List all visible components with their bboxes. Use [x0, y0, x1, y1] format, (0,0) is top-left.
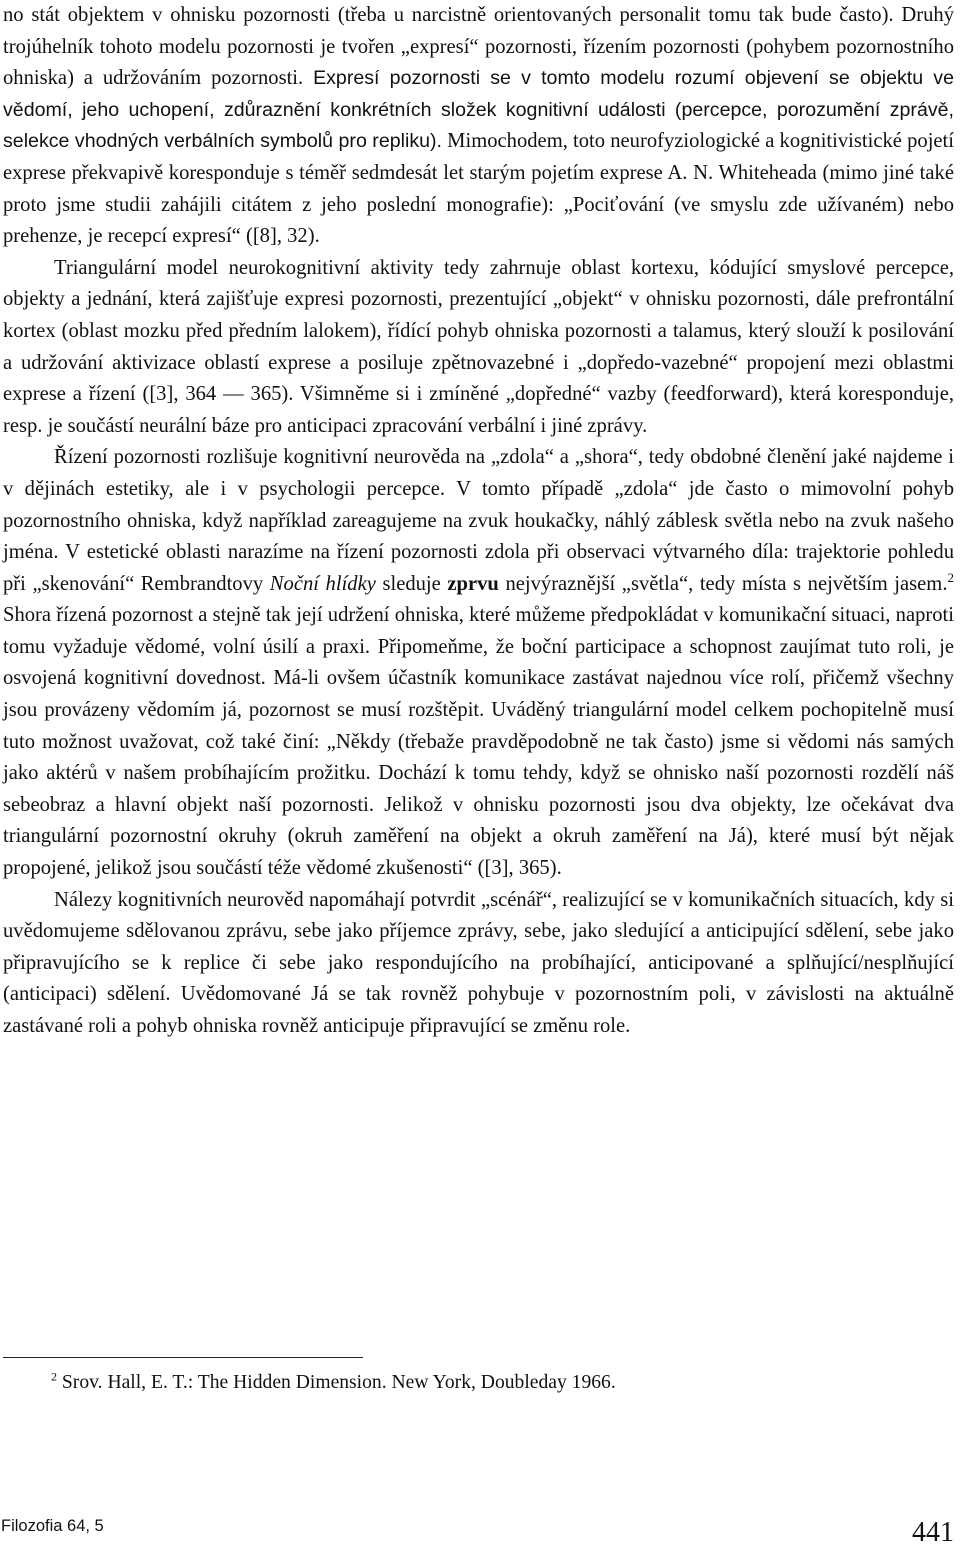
paragraph-text: sleduje [382, 572, 441, 595]
paragraph-text: Řízení pozornosti rozlišuje kognitivní neurověda na „zdola“ a „shora“, tedy obdobné členění jaké najdeme i v dějinách estetiky, ale i v psychologii percepce. V tomto případě „zdola“ jde často o mimovolní pohyb pozornostního ohniska, když například zareagujeme na zvuk houkačky, náhlý záblesk světla nebo na zvuk našeho jména. V estetické oblasti narazíme na řízení pozornosti zdola při observaci výtvarného díla: trajektorie pohledu při „skenování“ Rembrandtovy [3, 446, 954, 595]
footnote-marker[interactable]: 2 [947, 569, 954, 585]
paragraph-text: Nálezy kognitivních neurověd napomáhají potvrdit „scénář“, realizující se v komunikačních situacích, kdy si uvědomujeme sdělovanou zprávu, sebe jako příjemce zprávy, sebe, jako sledující a anticipující sdělení, sebe jako připravujícího se k replice či sebe jako respondujícího na probíhající, anticipované a splňující/nesplňující (anticipaci) sdělení. Uvědomované Já se tak rovněž pohybuje v pozornostním poli, v závislosti na aktuálně zastávané roli a pohyb ohniska rovněž anticipuje připravující se změnu role. [3, 888, 954, 1037]
page-number: 441 [912, 1517, 954, 1548]
paragraph-text: nejvýraznější „světla“, tedy místa s největším jasem. [505, 572, 948, 595]
paragraph-text: Triangulární model neurokognitivní aktivity tedy zahrnuje oblast kortexu, kódující smyslové percepce, objekty a jednání, která zajišťuje expresi pozornosti, prezentující „objekt“ v ohnisku pozornosti, dále prefrontální kortex (oblast mozku před předním lalokem), řídící pohyb ohniska pozornosti a talamus, který slouží k posilování a udržování aktivizace oblastí exprese a posiluje zpětnovazebné i „dopředo-vazebné“ propojení mezi oblastmi exprese a řízení ([3], 364 — 365). Všimněme si i zmíněné „dopředné“ vazby (feedforward), která koresponduje, resp. je součástí neurální báze pro anticipaci zpracování verbální i jiné zprávy. [3, 256, 954, 437]
journal-name: Filozofia 64, 5 [1, 1517, 104, 1535]
footnote [51, 1370, 911, 1396]
footnote-number: 2 [51, 1369, 57, 1384]
emphasis: zprvu [447, 572, 499, 595]
paragraph [3, 885, 954, 1043]
body-text [3, 0, 954, 1043]
paragraph-text: Mimochodem, toto neurofyziologické a kognitivistické pojetí exprese překvapivě koresponduje s téměř sedmdesát let starým pojetím exprese A. N. Whiteheada (mimo jiné také proto jsme studii zahájili citátem z jeho poslední monografie): „Pociťování (ve smyslu zde užívaném) nebo prehenze, je recepcí expresí“ ([8], 32). [3, 130, 954, 248]
paragraph-continued [3, 0, 954, 253]
footnote-divider [3, 1357, 363, 1358]
footnote-text: Srov. Hall, E. T.: The Hidden Dimension. New York, Doubleday 1966. [61, 1372, 616, 1393]
paragraph-text: Shora řízená pozornost a stejně tak její udržení ohniska, které můžeme předpokládat v komunikační situaci, naproti tomu vyžaduje vědomé, volní úsilí a praxi. Připomeňme, že boční participace a schopnost zaujímat tuto roli, je osvojená kognitivní dovednost. Má-li ovšem účastník komunikace zastávat najednou více rolí, přičemž všechny jsou provázeny vědomím já, pozornost se musí rozštěpit. Uváděný triangulární model celkem pochopitelně musí tuto možnost uvažovat, což také činí: „Někdy (třebaže pravděpodobně ne tak často) jsme si vědomi nás samých jako aktérů v našem probíhajícím prožitku. Dochází k tomu tehdy, když se ohnisko naší pozornosti rozdělí náš sebeobraz a hlavní objekt naší pozornosti. Jelikož v ohnisku pozornosti jsou dva objekty, lze očekávat dva triangulární pozornostní okruhy (okruh zaměření na objekt a okruh zaměření na Já), které musí být nějak propojené, jelikož jsou součástí téže vědomé zkušenosti“ ([3], 365). [3, 604, 954, 880]
paragraph-text-sans: Expresí pozornosti se v tomto modelu rozumí objevení se objektu ve vědomí, jeho uchopení, zdůraznění konkrétních složek kognitivní události (percepce, porozumění zprávě, selekce vhodných verbálních symbolů pro repliku). [3, 67, 954, 153]
paragraph [3, 442, 954, 884]
artwork-title: Noční hlídky [269, 572, 376, 595]
paragraph [3, 253, 954, 443]
paragraph-text: no stát objektem v ohnisku pozornosti (třeba u narcistně orientovaných personalit tomu tak bude často). Druhý trojúhelník tohoto modelu pozornosti je tvořen „expresí“ pozornosti, řízením pozornosti (pohybem pozornostního ohniska) a udržováním pozornosti. [3, 4, 954, 90]
